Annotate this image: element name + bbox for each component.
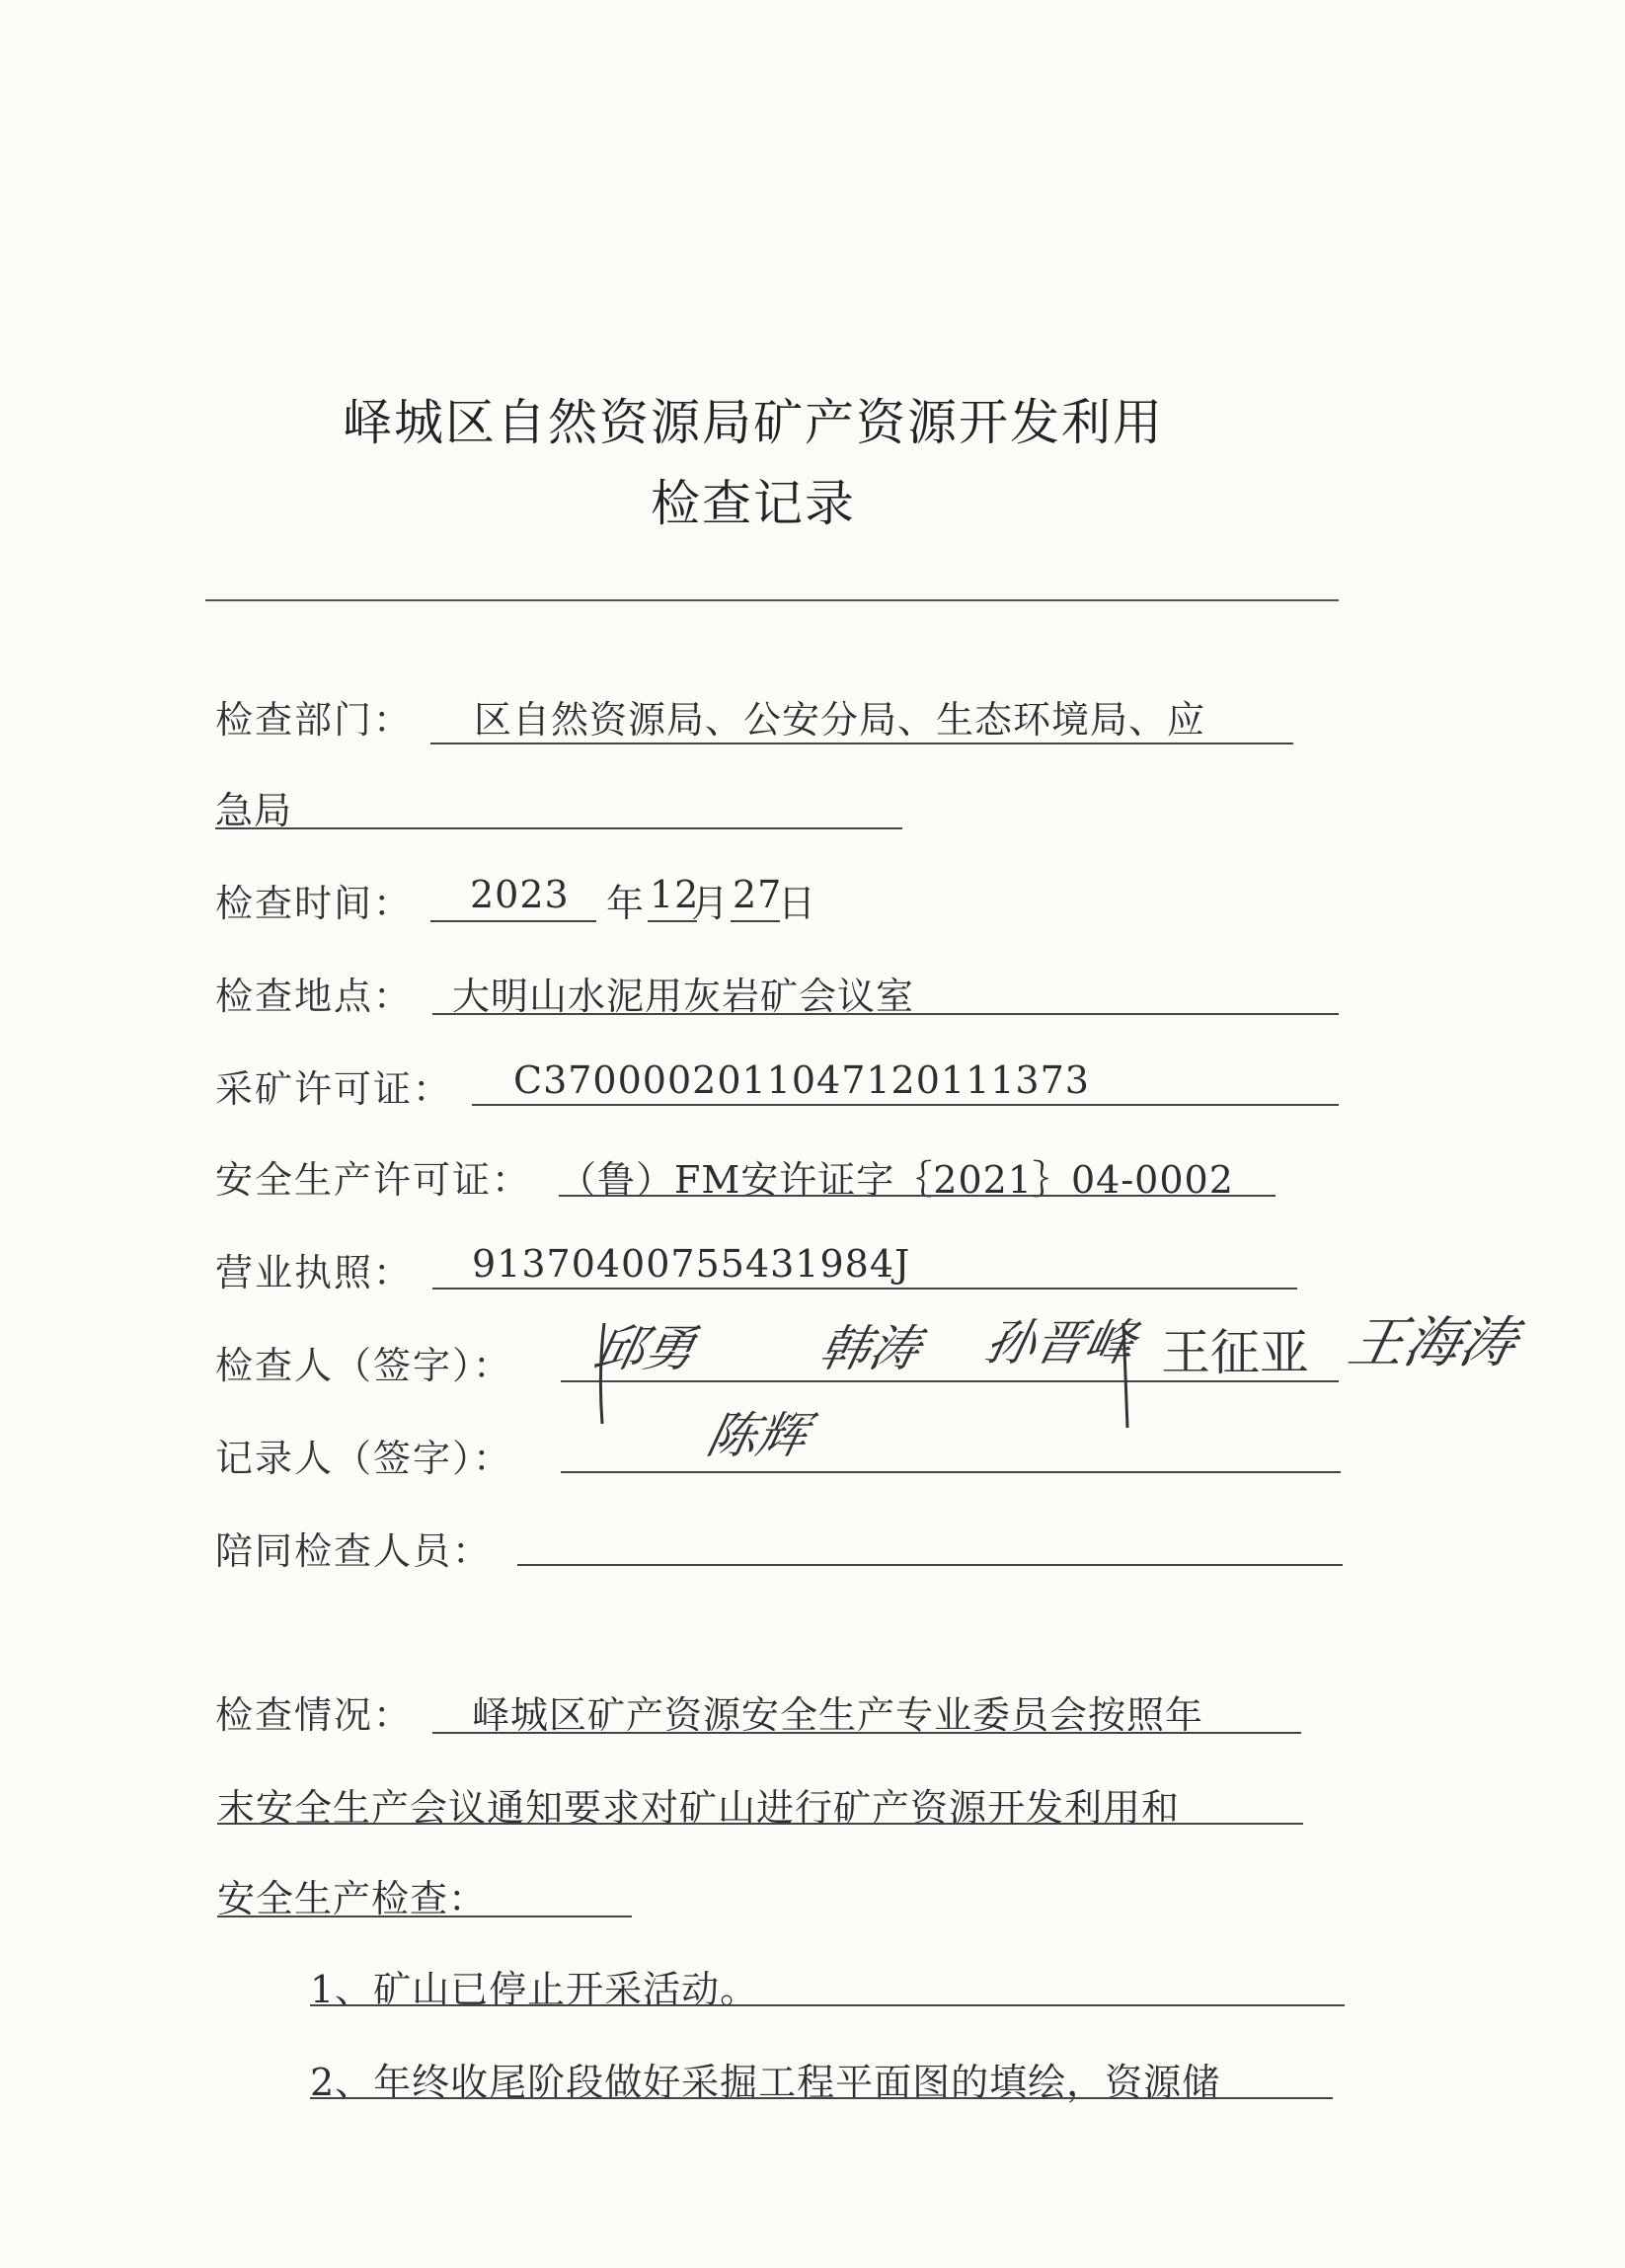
time-day-unit: 日 — [778, 882, 817, 925]
inspector-label: 检查人（签字）： — [215, 1344, 513, 1387]
place-underline — [432, 1013, 1339, 1015]
recorder-signature: 陈辉 — [701, 1407, 813, 1464]
time-label: 检查时间： — [215, 882, 414, 925]
time-month-underline — [648, 920, 697, 922]
situation-item-1-underline — [310, 2004, 1345, 2006]
inspector-signature-5: 王海涛 — [1343, 1311, 1522, 1375]
business-license-value: 91370400755431984J — [472, 1242, 911, 1286]
dept-value-2: 急局 — [215, 789, 293, 832]
situation-line-3: 安全生产检查： — [217, 1877, 488, 1920]
inspector-signature-4: 王征亚 — [1161, 1324, 1309, 1381]
inspector-signature-1: 邱勇 — [588, 1320, 701, 1377]
time-year-underline — [430, 920, 596, 922]
time-year-unit: 年 — [606, 882, 646, 925]
signature-stroke — [592, 1313, 612, 1432]
document-title-line2: 检查记录 — [651, 475, 856, 532]
situation-label: 检查情况： — [215, 1693, 414, 1737]
dept-underline-1 — [430, 743, 1293, 744]
time-month: 12 — [650, 873, 700, 916]
dept-underline-2 — [215, 827, 902, 829]
title-rule — [205, 599, 1339, 601]
place-label: 检查地点： — [215, 975, 414, 1018]
recorder-underline — [561, 1471, 1341, 1473]
inspector-signature-3: 孙晋峰 — [979, 1314, 1141, 1371]
situation-underline-3 — [217, 1916, 632, 1917]
document-title-line1: 峄城区自然资源局矿产资源开发利用 — [343, 394, 1164, 451]
business-license-label: 营业执照： — [215, 1251, 414, 1294]
situation-item-1: 1、矿山已停止开采活动。 — [310, 1968, 759, 2011]
time-month-unit: 月 — [691, 882, 731, 925]
signature-stroke-2 — [1116, 1313, 1135, 1432]
safety-license-label: 安全生产许可证： — [215, 1158, 532, 1202]
mining-license-underline — [472, 1104, 1339, 1106]
mining-license-value: C3700002011047120111373 — [513, 1058, 1090, 1102]
time-day: 27 — [733, 873, 783, 916]
inspector-signature-2: 韩涛 — [813, 1320, 926, 1377]
mining-license-label: 采矿许可证： — [215, 1067, 453, 1111]
dept-value-1: 区自然资源局、公安分局、生态环境局、应 — [474, 698, 1206, 742]
situation-line-1: 峄城区矿产资源安全生产专业委员会按照年 — [472, 1693, 1204, 1737]
situation-item-2: 2、年终收尾阶段做好采掘工程平面图的填绘，资源储 — [310, 2061, 1221, 2104]
situation-line-2: 末安全生产会议通知要求对矿山进行矿产资源开发利用和 — [217, 1786, 1181, 1830]
dept-label: 检查部门： — [215, 698, 414, 742]
safety-license-underline — [559, 1195, 1276, 1197]
situation-underline-2 — [217, 1823, 1303, 1825]
situation-underline-1 — [432, 1732, 1301, 1734]
accompany-underline — [517, 1564, 1343, 1566]
time-year: 2023 — [470, 873, 570, 916]
safety-license-value: （鲁）FM安许证字｛2021｝04-0002 — [559, 1158, 1234, 1202]
accompany-label: 陪同检查人员： — [215, 1529, 493, 1573]
recorder-label: 记录人（签字）： — [215, 1437, 513, 1480]
situation-item-2-underline — [310, 2097, 1333, 2099]
place-value: 大明山水泥用灰岩矿会议室 — [452, 975, 915, 1018]
business-license-underline — [432, 1288, 1297, 1290]
time-day-underline — [731, 920, 780, 922]
